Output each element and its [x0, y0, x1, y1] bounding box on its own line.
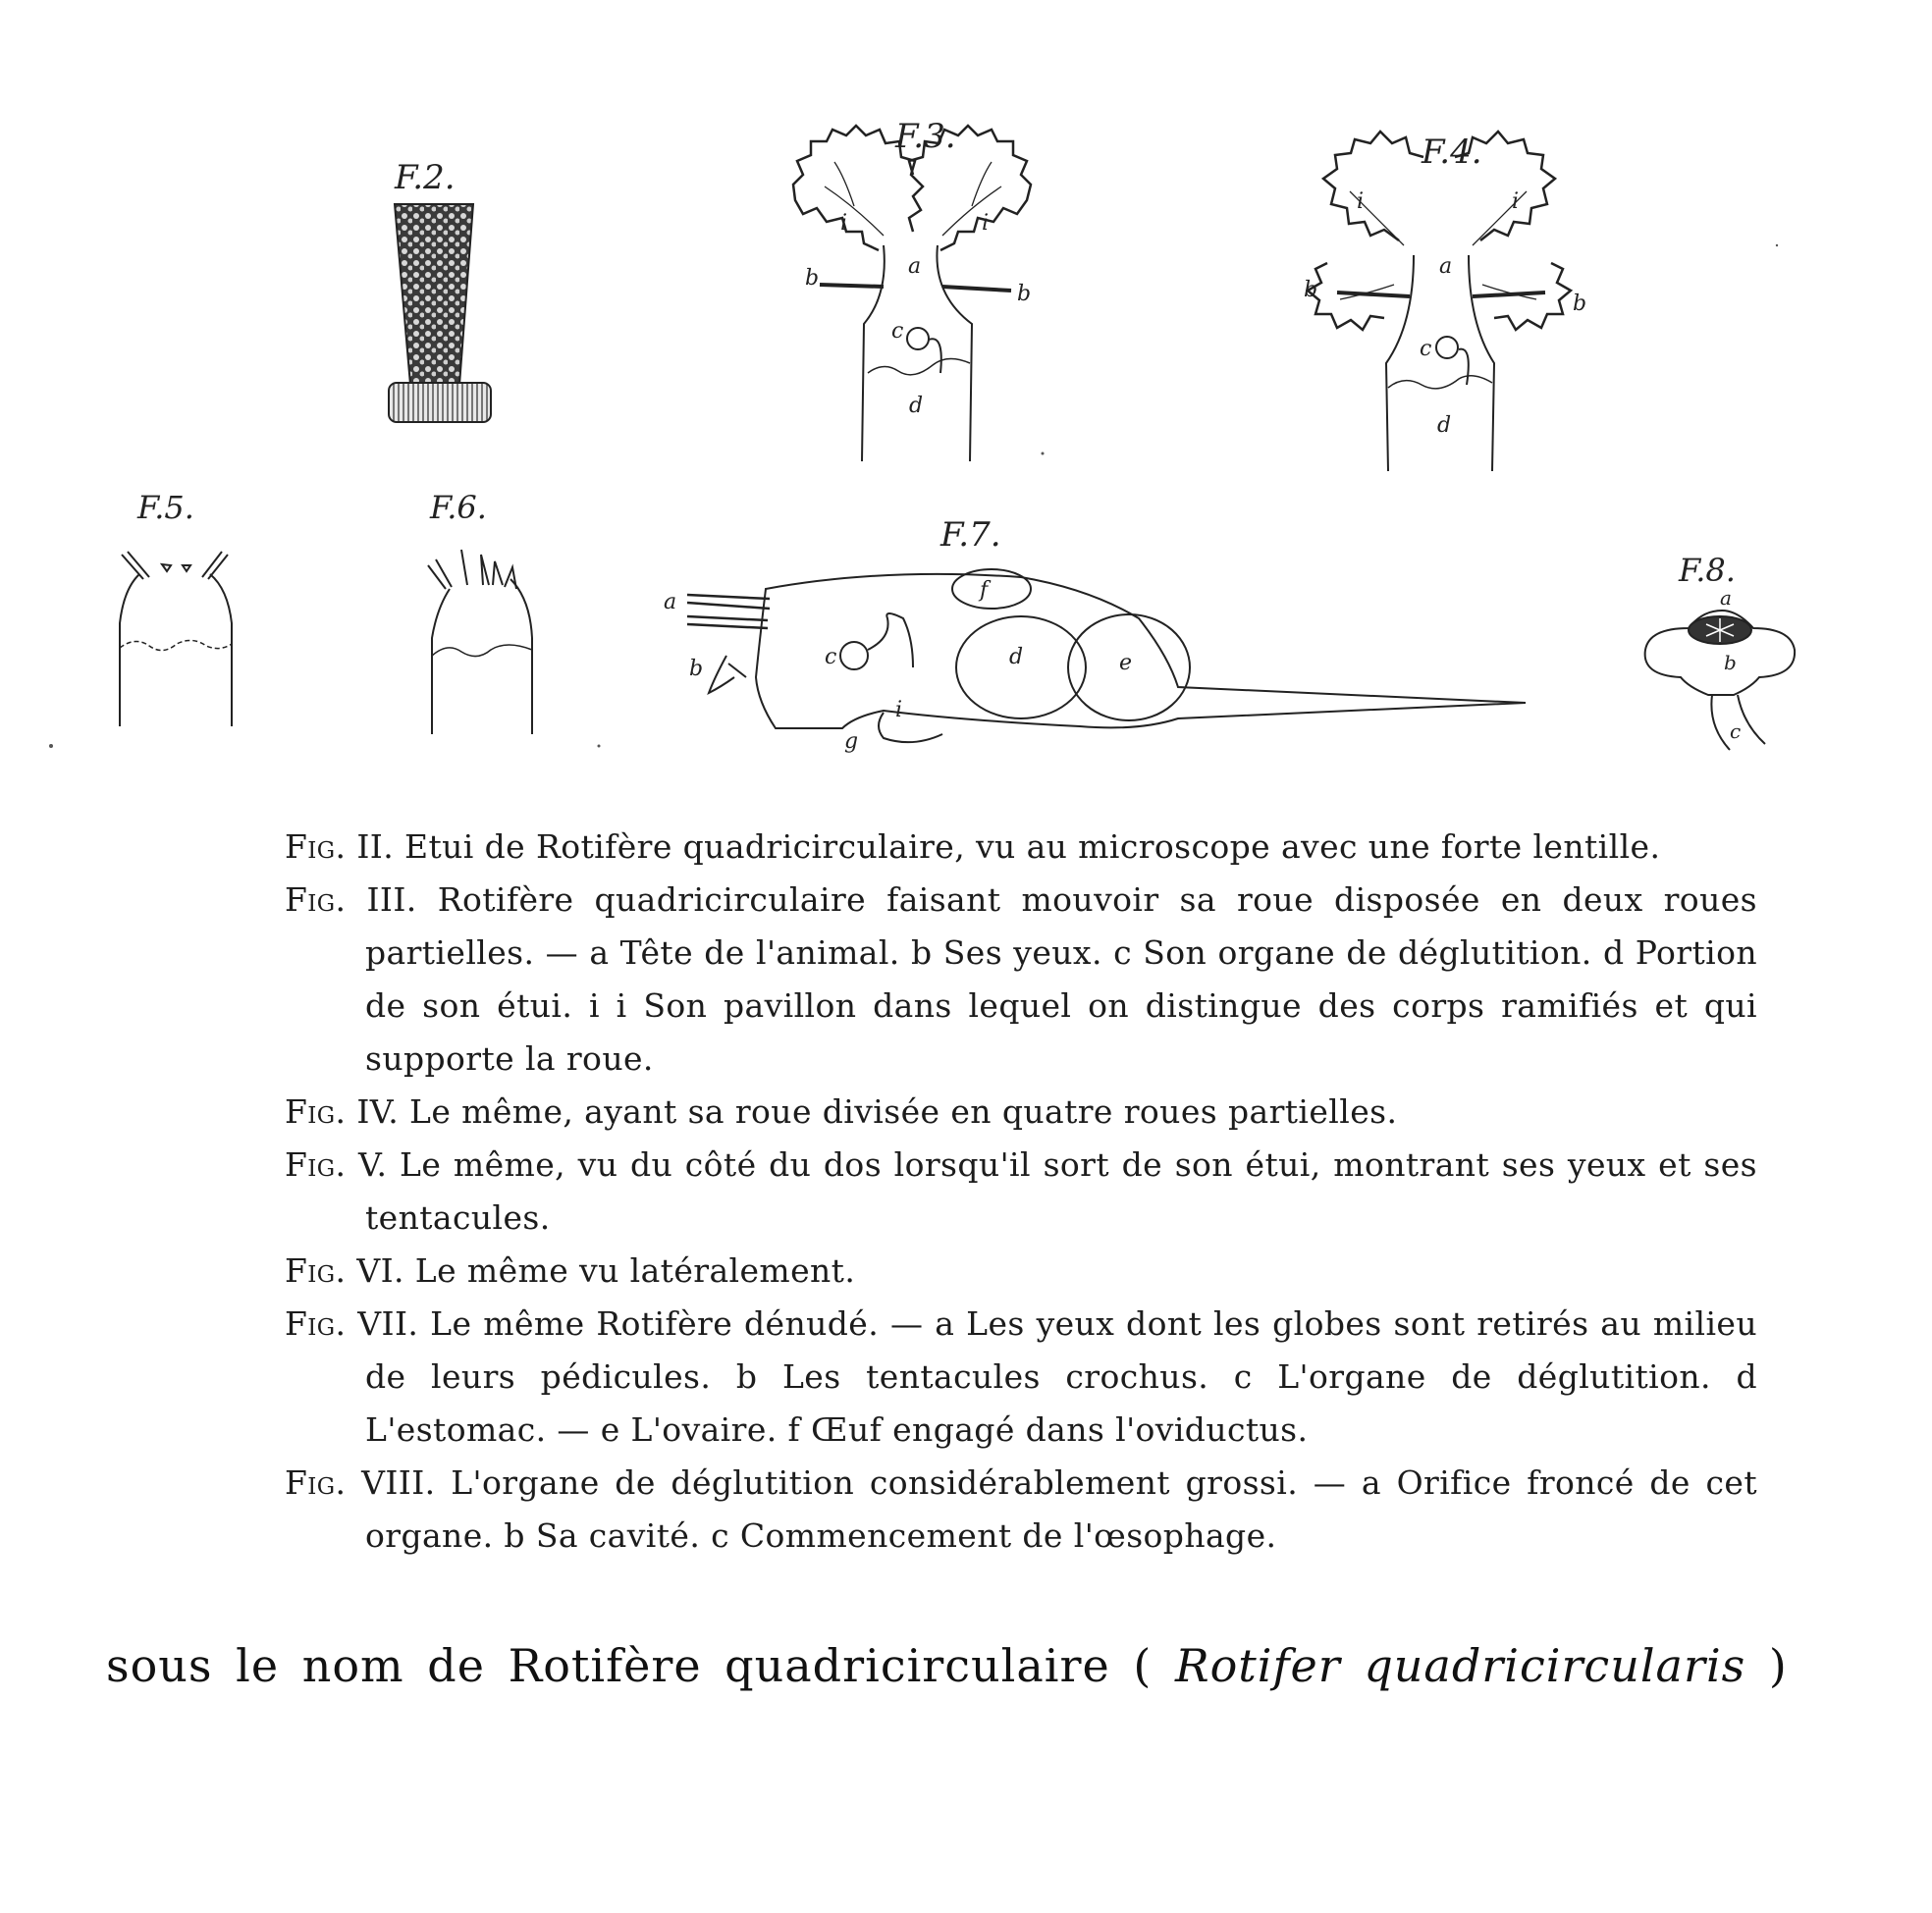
figure-6 — [428, 489, 532, 734]
figure-7 — [664, 515, 1526, 754]
caption-fig-4 — [285, 1086, 1757, 1139]
figure-label: F.6. — [430, 489, 487, 526]
caption-text: Le même Rotifère dénudé. — a Les yeux dont les globes sont retirés au milieu de leurs pédicules. b Les tentacules crochus. c L'organe de déglutition. d L'estomac. — e L'ovaire. f Œuf engagé dans l'oviductus. — [365, 1304, 1757, 1449]
svg-text:b: b — [1017, 282, 1032, 306]
svg-text:g: g — [844, 729, 859, 754]
swallowing-organ — [907, 328, 929, 349]
caption-text: Le même vu latéralement. — [414, 1251, 856, 1290]
case-edge — [120, 640, 232, 650]
figure-2 — [389, 158, 491, 422]
body-outline — [432, 579, 532, 734]
svg-text:a: a — [664, 590, 677, 614]
figure-label: F.4. — [1422, 133, 1482, 172]
caption-text: Le même, vu du côté du dos lorsqu'il sort de son étui, montrant ses yeux et ses tentacules. — [365, 1145, 1757, 1237]
figure-label: F.8. — [1679, 552, 1736, 589]
figure-8 — [1645, 552, 1795, 750]
tentacles — [428, 550, 516, 589]
branches — [1340, 191, 1536, 299]
figure-letters — [1720, 586, 1741, 743]
swallowing-organ — [1436, 337, 1458, 358]
hooked-tentacles — [709, 656, 746, 693]
svg-text:a: a — [908, 254, 922, 279]
svg-text:f: f — [980, 578, 989, 603]
svg-text:i: i — [840, 211, 848, 236]
eye-stalks — [820, 285, 1011, 291]
svg-text:b: b — [805, 266, 820, 291]
svg-text:b: b — [1573, 292, 1587, 316]
body-outline — [756, 574, 1526, 728]
caption-text: L'organe de déglutition considérablement grossi. — a Orifice froncé de cet organe. b Sa cavité. c Commencement de l'œsophage. — [365, 1463, 1757, 1555]
figure-letters — [1304, 189, 1586, 438]
case-drawing — [395, 204, 473, 385]
caption-number: Fig. VII. — [285, 1304, 419, 1343]
svg-text:d: d — [909, 394, 924, 418]
figure-letters — [664, 578, 1132, 754]
wheel-lower-left — [1308, 263, 1384, 330]
svg-text:b: b — [689, 657, 704, 681]
svg-text:b: b — [1724, 651, 1737, 674]
caption-number: Fig. VIII. — [285, 1463, 436, 1502]
svg-text:i: i — [1357, 189, 1365, 214]
scientific-name: Rotifer quadricircularis — [1174, 1639, 1746, 1692]
caption-fig-7 — [285, 1298, 1757, 1457]
case-base — [389, 383, 491, 422]
eye-stalks — [687, 595, 770, 628]
svg-text:d: d — [1437, 413, 1452, 438]
svg-text:i: i — [982, 211, 990, 236]
caption-number: Fig. III. — [285, 880, 417, 919]
body-outline — [1386, 255, 1494, 471]
svg-text:c: c — [1730, 719, 1742, 743]
figure-label: F.2. — [395, 158, 456, 197]
figure-label: F.7. — [940, 515, 1001, 555]
body-text-line — [106, 1639, 1873, 1692]
figure-3 — [793, 117, 1031, 461]
figure-label: F.5. — [137, 489, 194, 526]
svg-text:e: e — [1119, 651, 1133, 675]
caption-fig-3 — [285, 874, 1757, 1086]
wheel-upper-left — [1323, 132, 1423, 240]
body-outline — [120, 574, 232, 726]
svg-text:c: c — [891, 319, 904, 344]
figure-letters — [805, 211, 1031, 418]
caption-text: Rotifère quadricirculaire faisant mouvoir sa roue disposée en deux roues partielles. — a Tête de l'animal. b Ses yeux. c Son organe de déglutition. d Portion de son étui. i i Son pavillon dans lequel on distingue des corps ramifiés et qui supporte la roue. — [365, 880, 1757, 1078]
svg-text:i: i — [895, 698, 903, 722]
figure-plate — [0, 0, 1932, 785]
case-edge — [432, 645, 532, 657]
svg-text:b: b — [1304, 278, 1318, 302]
svg-text:a: a — [1720, 586, 1732, 610]
eye-stalks — [1337, 292, 1545, 296]
caption-fig-6 — [285, 1245, 1757, 1298]
wheel-upper-right — [1455, 132, 1555, 240]
caption-fig-2 — [285, 821, 1757, 874]
case-edge — [1388, 376, 1492, 389]
body-text-lead: sous le nom de Rotifère quadricirculaire ( — [106, 1639, 1153, 1692]
body-text-close: ) — [1768, 1639, 1788, 1692]
caption-number: Fig. IV. — [285, 1092, 400, 1131]
caption-text: Le même, ayant sa roue divisée en quatre roues partielles. — [409, 1092, 1398, 1131]
caption-number: Fig. V. — [285, 1145, 388, 1184]
svg-text:i: i — [1512, 189, 1520, 214]
case-edge — [868, 358, 970, 374]
svg-text:a: a — [1439, 254, 1453, 279]
svg-text:c: c — [825, 645, 837, 669]
caption-fig-8 — [285, 1457, 1757, 1563]
caption-number: Fig. VI. — [285, 1251, 404, 1290]
svg-text:c: c — [1420, 337, 1432, 361]
figure-5 — [120, 489, 232, 726]
figure-label: F.3. — [895, 117, 956, 156]
intestine — [879, 713, 942, 742]
caption-text: Etui de Rotifère quadricirculaire, vu au microscope avec une forte lentille. — [404, 827, 1661, 866]
caption-number: Fig. II. — [285, 827, 395, 866]
caption-fig-5 — [285, 1139, 1757, 1245]
swallowing-organ — [840, 642, 868, 669]
print-specks — [49, 244, 1778, 748]
svg-text:d: d — [1009, 645, 1024, 669]
figure-captions — [285, 821, 1757, 1563]
figure-4 — [1304, 132, 1586, 471]
